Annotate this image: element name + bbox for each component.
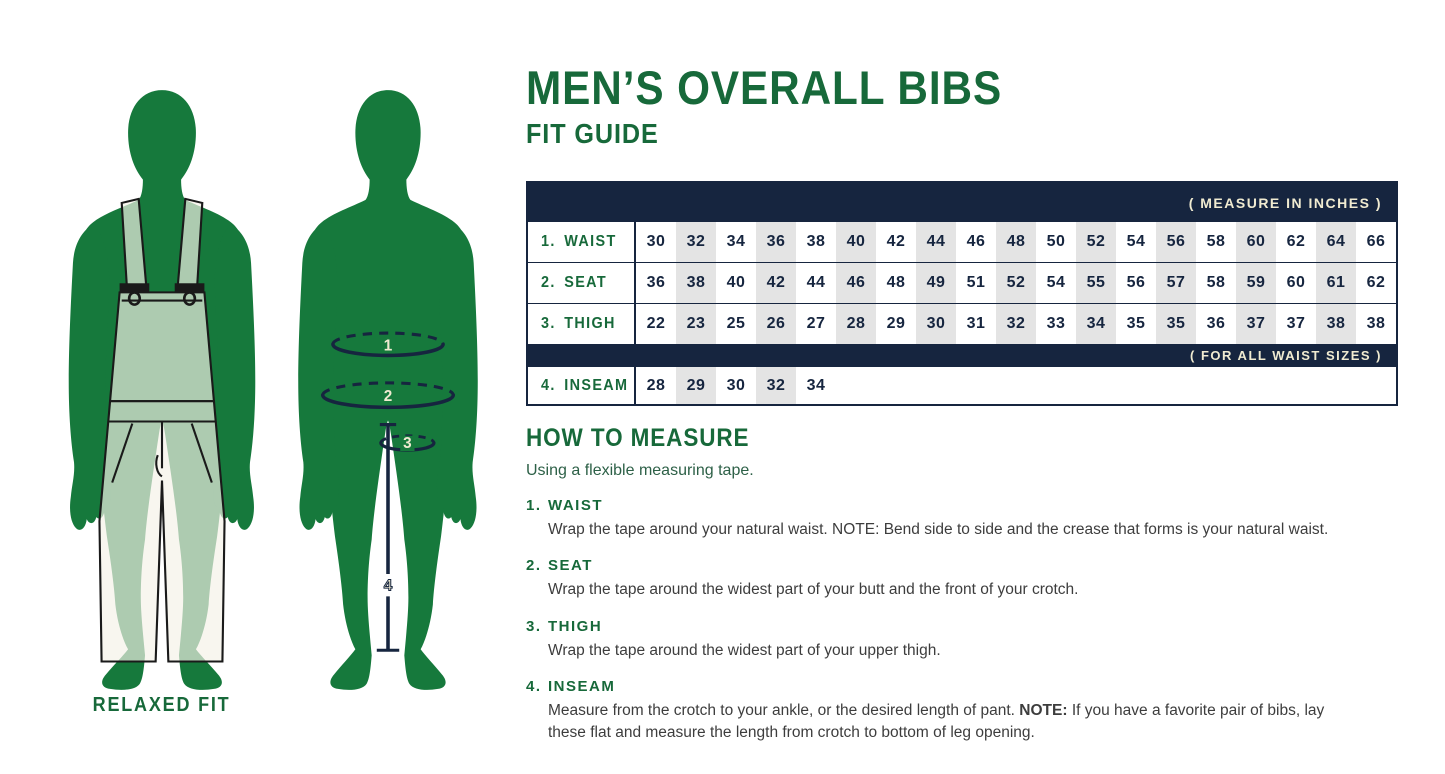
bib-overalls-figure [56, 84, 268, 694]
row-label: 3. THIGH [528, 304, 636, 344]
size-cell: 37 [1236, 304, 1276, 344]
size-cell: 52 [1076, 222, 1116, 262]
step-text: Wrap the tape around the widest part of your butt and the front of your crotch. [548, 581, 1079, 599]
size-cell: 54 [1046, 274, 1066, 291]
step-text: Wrap the tape around the widest part of your upper thigh. [548, 641, 941, 659]
row-label: 1. WAIST [528, 222, 636, 262]
size-cell: 49 [916, 263, 956, 303]
size-cell: 38 [1366, 315, 1386, 332]
size-row-waist [528, 222, 1396, 262]
size-cell [956, 367, 996, 404]
size-cell: 27 [806, 315, 826, 332]
size-cell: 23 [676, 304, 716, 344]
size-cell [1196, 367, 1236, 404]
size-row-inseam-wrap [528, 367, 1396, 404]
size-cell: 28 [836, 304, 876, 344]
measurement-figure [286, 84, 490, 694]
size-cell: 38 [676, 263, 716, 303]
size-cell: 25 [726, 315, 746, 332]
size-cell: 34 [726, 233, 746, 250]
measure-note: ( MEASURE IN INCHES ) [1188, 195, 1382, 211]
size-cell: 42 [756, 263, 796, 303]
row-label: 4. INSEAM [528, 367, 636, 404]
step-label: 3. THIGH [526, 617, 603, 635]
measure-step-thigh [526, 618, 1406, 661]
size-cell: 51 [966, 274, 986, 291]
size-cell [1116, 367, 1156, 404]
size-cell: 35 [1156, 304, 1196, 344]
size-cell: 50 [1046, 233, 1066, 250]
size-cell: 33 [1046, 315, 1066, 332]
size-cell: 31 [966, 315, 986, 332]
size-cell: 37 [1286, 315, 1306, 332]
title-block [526, 61, 1055, 149]
size-cell: 34 [1076, 304, 1116, 344]
size-cell [1276, 367, 1316, 404]
size-cell: 36 [1206, 315, 1226, 332]
size-cell: 46 [966, 233, 986, 250]
size-cell [836, 367, 876, 404]
size-cell: 60 [1236, 222, 1276, 262]
size-cell [876, 367, 916, 404]
measure-step-waist [526, 497, 1406, 540]
step-text: Wrap the tape around your natural waist. NOTE: Bend side to side and the crease that forms is your natural waist. [548, 521, 1329, 538]
size-cell: 46 [836, 263, 876, 303]
waist-note: ( FOR ALL WAIST SIZES ) [1190, 348, 1382, 363]
size-cell: 30 [646, 233, 666, 250]
size-cell: 40 [726, 274, 746, 291]
bib-panel [110, 292, 214, 401]
how-to-measure-heading: HOW TO MEASURE [526, 424, 750, 452]
size-cell: 64 [1316, 222, 1356, 262]
measure-steps [526, 497, 1406, 743]
size-cell: 34 [806, 376, 826, 394]
size-cell: 30 [726, 376, 746, 394]
size-cell [1036, 367, 1076, 404]
size-cell: 36 [756, 222, 796, 262]
measure-step-inseam [526, 678, 1406, 743]
step-text: Measure from the crotch to your ankle, or the desired length of pant. NOTE: If you have a favorite pair of bibs, lay these flat and measure the length from crotch to bottom of leg opening. [548, 702, 1325, 741]
size-cell: 32 [996, 304, 1036, 344]
size-cell: 30 [916, 304, 956, 344]
relaxed-fit-label: RELAXED FIT [93, 694, 231, 716]
how-to-measure-subheading: Using a flexible measuring tape. [526, 462, 754, 479]
size-table [526, 181, 1398, 406]
marker-2: 2 [383, 388, 393, 406]
size-row-thigh [528, 303, 1396, 344]
size-cell [1356, 367, 1396, 404]
for-all-waist-sizes-band [528, 344, 1396, 367]
size-cell: 48 [886, 274, 906, 291]
size-cell [1316, 367, 1356, 404]
size-cell: 55 [1076, 263, 1116, 303]
size-cell [916, 367, 956, 404]
size-cell: 52 [996, 263, 1036, 303]
size-cell: 62 [1286, 233, 1306, 250]
size-cell: 60 [1286, 274, 1306, 291]
size-cell: 29 [886, 315, 906, 332]
size-cell: 54 [1126, 233, 1146, 250]
size-cell: 28 [646, 376, 666, 394]
size-row-seat [528, 262, 1396, 303]
size-cell: 22 [646, 315, 666, 332]
measure-in-inches-band [528, 183, 1396, 222]
step-label: 4. INSEAM [526, 678, 616, 696]
size-cell: 42 [886, 233, 906, 250]
size-cell: 66 [1366, 233, 1386, 250]
step-label: 1. WAIST [526, 497, 603, 514]
size-cell: 56 [1156, 222, 1196, 262]
size-cell: 48 [996, 222, 1036, 262]
size-cell: 58 [1206, 274, 1226, 291]
measure-step-seat [526, 557, 1406, 600]
page-subtitle: FIT GUIDE [526, 118, 659, 149]
row-label: 2. SEAT [528, 263, 636, 303]
size-cell [1076, 367, 1116, 404]
size-cell: 57 [1156, 263, 1196, 303]
size-cell: 56 [1126, 274, 1146, 291]
how-to-measure-section [526, 424, 1406, 743]
marker-4: 4 [383, 577, 393, 595]
size-cell: 32 [756, 367, 796, 404]
size-cell: 26 [756, 304, 796, 344]
size-cell [1156, 367, 1196, 404]
marker-3: 3 [403, 434, 412, 452]
step-label: 2. SEAT [526, 557, 593, 575]
size-cell: 58 [1206, 233, 1226, 250]
marker-1: 1 [383, 337, 393, 355]
size-cell: 59 [1236, 263, 1276, 303]
size-cell: 40 [836, 222, 876, 262]
size-row-inseam [528, 367, 1396, 404]
size-cell: 62 [1366, 274, 1386, 291]
size-cell [996, 367, 1036, 404]
size-cell: 35 [1126, 315, 1146, 332]
size-cell: 32 [676, 222, 716, 262]
size-cell: 38 [1316, 304, 1356, 344]
page-title: MEN’S OVERALL BIBS [526, 61, 1003, 114]
size-rows-main [528, 222, 1396, 344]
size-cell: 38 [806, 233, 826, 250]
size-cell: 44 [916, 222, 956, 262]
size-cell: 61 [1316, 263, 1356, 303]
size-cell [1236, 367, 1276, 404]
size-cell: 44 [806, 274, 826, 291]
size-cell: 29 [676, 367, 716, 404]
size-cell: 36 [646, 274, 666, 291]
